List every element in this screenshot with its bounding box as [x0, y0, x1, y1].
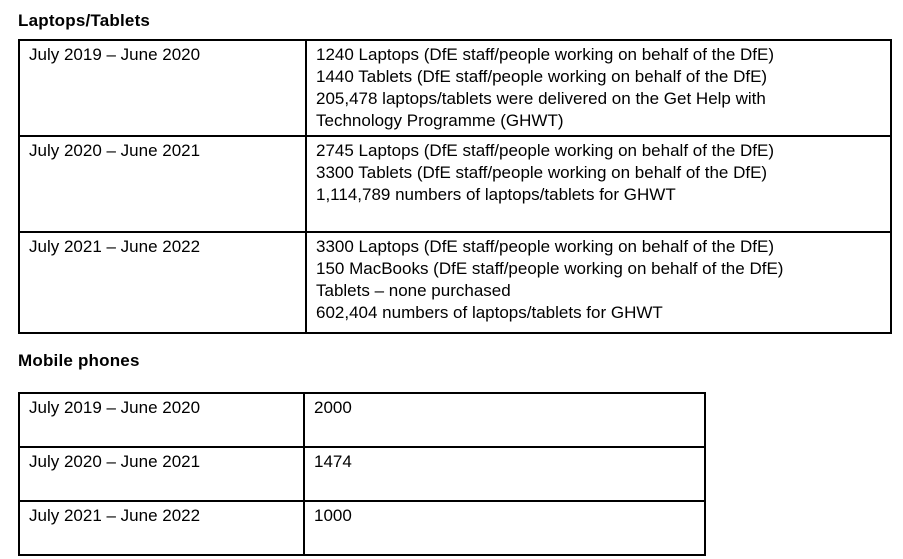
detail-line: 1440 Tablets (DfE staff/people working on behalf of the DfE): [316, 67, 768, 86]
detail-line: 1240 Laptops (DfE staff/people working on behalf of the DfE): [316, 45, 775, 64]
mobile-section-heading: Mobile phones: [18, 351, 140, 370]
period-cell: July 2021 – June 2022: [19, 501, 304, 555]
detail-line: 2745 Laptops (DfE staff/people working on behalf of the DfE): [316, 141, 775, 160]
detail-line: Tablets – none purchased: [316, 281, 511, 300]
mobile-phones-table: [18, 392, 706, 556]
mobile-table-row: [19, 501, 705, 555]
detail-line: 3300 Tablets (DfE staff/people working on behalf of the DfE): [316, 163, 768, 182]
detail-line: Technology Programme (GHWT): [316, 111, 564, 130]
detail-line: 3300 Laptops (DfE staff/people working on behalf of the DfE): [316, 237, 775, 256]
laptops-table-row: [19, 232, 891, 333]
period-cell: July 2021 – June 2022: [19, 232, 306, 333]
laptops-table: [18, 39, 892, 334]
mobile-table-row: [19, 393, 705, 447]
period-cell: July 2019 – June 2020: [19, 393, 304, 447]
details-cell: [306, 136, 891, 232]
laptops-table-row: [19, 136, 891, 232]
laptops-table-row: [19, 40, 891, 136]
count-cell: 1000: [304, 501, 705, 555]
laptops-section-heading: Laptops/Tablets: [18, 11, 151, 30]
count-cell: 1474: [304, 447, 705, 501]
period-cell: July 2019 – June 2020: [19, 40, 306, 136]
details-cell: [306, 232, 891, 333]
detail-line: 150 MacBooks (DfE staff/people working on behalf of the DfE): [316, 259, 784, 278]
detail-line: 205,478 laptops/tablets were delivered on the Get Help with: [316, 89, 766, 108]
mobile-table-row: [19, 447, 705, 501]
details-cell: [306, 40, 891, 136]
period-cell: July 2020 – June 2021: [19, 447, 304, 501]
period-cell: July 2020 – June 2021: [19, 136, 306, 232]
detail-line: 1,114,789 numbers of laptops/tablets for GHWT: [316, 185, 676, 204]
count-cell: 2000: [304, 393, 705, 447]
detail-line: 602,404 numbers of laptops/tablets for GHWT: [316, 303, 663, 322]
